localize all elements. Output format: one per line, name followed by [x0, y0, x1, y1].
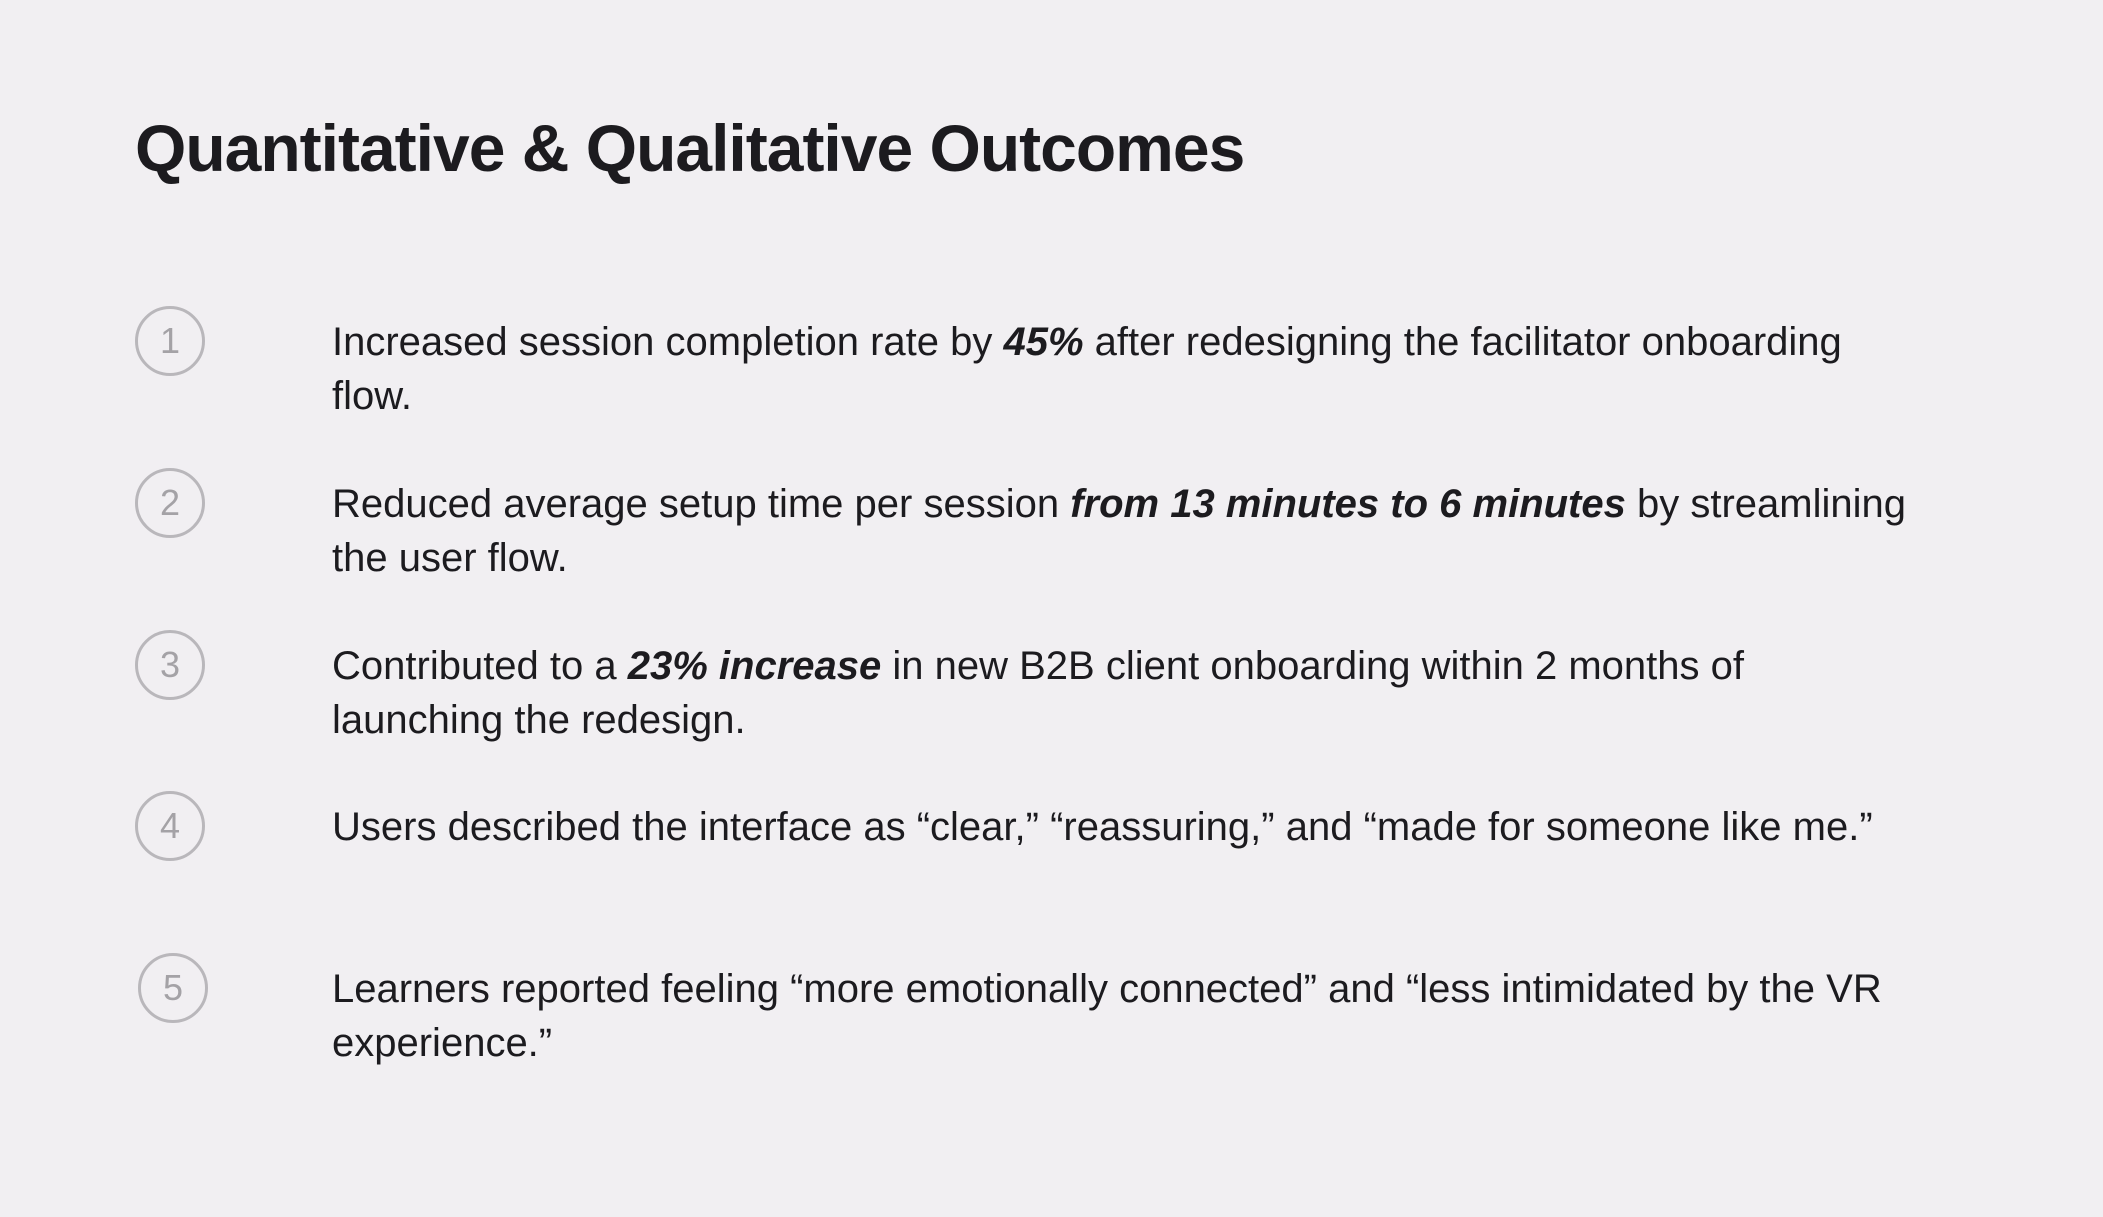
outcome-text-end: by streamlining the user flow.	[332, 482, 1906, 580]
outcome-text	[332, 477, 1912, 585]
outcome-text	[332, 315, 1912, 423]
outcome-emphasis: from 13 minutes to 6 minutes	[1070, 482, 1626, 526]
outcome-text-start: Increased session completion rate by	[332, 320, 1004, 364]
outcome-text-start: Contributed to a	[332, 644, 628, 688]
outcome-text-start: Users described the interface as “clear,” “reassuring,” and “made for someone like me.”	[332, 805, 1873, 849]
outcome-text-end: after redesigning the facilitator onboarding flow.	[332, 320, 1842, 418]
outcome-text	[332, 962, 1912, 1070]
outcome-text-start: Reduced average setup time per session	[332, 482, 1071, 526]
outcome-emphasis: 23% increase	[627, 644, 882, 688]
outcome-text	[332, 639, 1912, 747]
outcome-emphasis: 45%	[1003, 320, 1084, 364]
page-title: Quantitative & Qualitative Outcomes	[135, 111, 1245, 185]
outcome-text-start: Learners reported feeling “more emotionally connected” and “less intimidated by the VR experience.”	[332, 967, 1882, 1065]
number-badge: 4	[135, 791, 205, 861]
number-badge: 1	[135, 306, 205, 376]
outcome-text	[332, 800, 1912, 854]
number-badge: 5	[138, 953, 208, 1023]
number-badge: 2	[135, 468, 205, 538]
number-badge: 3	[135, 630, 205, 700]
outcome-text-end: in new B2B client onboarding within 2 months of launching the redesign.	[332, 644, 1744, 742]
